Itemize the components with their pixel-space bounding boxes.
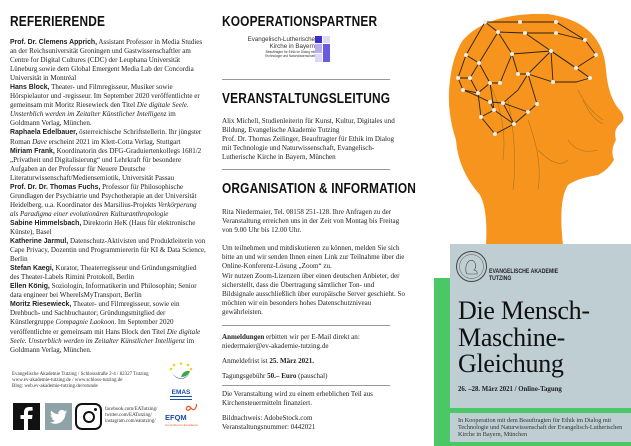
- privacy-info: Wir nutzen Zoom-Lizenzen über einen deutschen Anbieter, der sicherstellt, dass die Übertragung sämtlicher Ton- und Bildsignale ausschließlich über europäische Server geschieht. So möchten wir ein besonders hohes Datenschutzniveau gewährleisten.: [222, 271, 405, 316]
- speaker-name: Sabine Himmelsbach,: [10, 219, 82, 227]
- kooperation-heading: KOOPERATIONSPARTNER: [222, 14, 378, 30]
- efqm-logo: [165, 404, 205, 432]
- speaker-entry: [10, 183, 206, 219]
- speaker-name: Ellen König,: [10, 283, 50, 291]
- project-title: Verkörperung als Paradigma einer evolutionären Kulturanthropologie: [10, 200, 197, 218]
- blog-link[interactable]: Blog: web.ev-akademie-tutzing.de/rotunde: [12, 384, 98, 390]
- title-line: Maschine-: [458, 322, 566, 352]
- referierende-column: [10, 0, 206, 354]
- speaker-bio: Professor für Philosophische Grundlagen der Psychiatrie und Psychotherapie an der Universität Heidelberg, u.a. Koordinator des Marsilius-Projekts: [10, 182, 197, 209]
- contact-info: Rita Niedermaier, Tel. 08158 251-128. Ihre Anfragen zu der Veranstaltung erreichen uns in der Zeit von Montag bis Freitag von 9.00 Uhr bis 12.00 Uhr.: [222, 208, 400, 235]
- speaker-entry: [10, 83, 206, 128]
- social-links: [105, 407, 157, 426]
- speaker-bio: österreichische Schriftstellerin. Ihr jüngster Roman: [10, 128, 202, 146]
- fee-amount: 50.– Euro: [267, 371, 297, 380]
- event-title: [458, 298, 590, 378]
- speaker-entry: [10, 264, 206, 282]
- akademie-name: [489, 268, 558, 282]
- leiter-entry: Alix Michell, Studienleiterin für Kunst, Kultur, Digitales und Bildung, Evangelische Akademie Tutzing: [222, 117, 395, 135]
- leitung-heading: VERANSTALTUNGSLEITUNG: [222, 91, 391, 107]
- cooperation-note: In Kooperation mit dem Beauftragten für Ethik im Dialog mit Technologie und Naturwissenschaft der Evangelisch-Lutherischen Kirche in Bayern, München: [458, 417, 623, 439]
- leitung-text: [222, 117, 402, 162]
- zoom-info: Um teilnehmen und mitdiskutieren zu können, melden Sie sich bitte an und wir senden Ihnen einen Link zur Teilnahme über die Online-Konferenz-Lösung „Zoom“ zu.: [222, 244, 405, 271]
- speaker-name: Moritz Riesewieck,: [10, 301, 72, 309]
- speaker-entry: [10, 147, 206, 183]
- speaker-name: Prof. Dr. Dr. Thomas Fuchs,: [10, 183, 101, 191]
- head-illustration: [428, 0, 631, 245]
- speaker-name: Raphaela Edelbauer,: [10, 129, 78, 137]
- leiter-entry: Prof. Dr. Thomas Zeilinger, Beauftragter für Ethik im Dialog mit Technologie und Naturwissenschaft, Evangelisch-Lutherische Kirche in Bayern, München: [222, 135, 394, 162]
- efqm-label: EFQM: [165, 413, 187, 422]
- deadline-date: 25. März 2021.: [269, 356, 314, 365]
- elkb-logo: [222, 35, 422, 75]
- efqm-subtitle: Committed to Excellence: [165, 423, 199, 427]
- elkb-logo-icon: [315, 36, 331, 62]
- anmeldung-label: Anmeldungen: [222, 332, 265, 341]
- speaker-entry: [10, 282, 206, 300]
- speaker-entry: [10, 38, 206, 83]
- speaker-bio: . Im September 2020 veröffentlichte er gemeinsam mit Hans Block den Titel: [10, 318, 174, 336]
- speaker-name: Miriam Frank,: [10, 147, 55, 155]
- instagram-icon[interactable]: [75, 403, 102, 430]
- title-line: Gleichung: [458, 349, 564, 378]
- speaker-entry: [10, 219, 206, 237]
- book-title: Dave: [32, 137, 47, 146]
- logo-text: Kirche in Bayern: [269, 43, 315, 50]
- referierende-heading: REFERIERENDE: [10, 14, 106, 30]
- divider: [222, 325, 390, 326]
- twitter-link[interactable]: twitter.com/EATutzing/: [105, 413, 152, 419]
- divider: [222, 169, 390, 170]
- organisation-text: [222, 208, 407, 317]
- email-link[interactable]: niedermaier@ev-akademie-tutzing.de: [222, 341, 329, 350]
- speaker-bio: Soziologin, Informatikerin und Philosophin; Senior data engineer bei WhereIsMyTransport, Berlin: [10, 282, 197, 300]
- speaker-name: Stefan Kaegi,: [10, 265, 54, 273]
- deadline-label: Anmeldefrist ist: [222, 356, 270, 365]
- speaker-bio: Kurator, Theaterregisseur und Gründungsmitglied des Theater-Labels Rimini Protokoll, Berlin: [10, 264, 197, 282]
- speaker-entry: [10, 300, 206, 354]
- divider: [222, 79, 390, 80]
- speaker-entry: [10, 237, 206, 264]
- akademie-seal-icon: [456, 251, 487, 282]
- logo-subtext: Technologie und Naturwissenschaft: [264, 54, 315, 58]
- speaker-bio: Theater- und Filmregisseur, Musiker sowie Hörspielautor und -regisseur. Im September 2020 veröffentlichte er gemeinsam mit Moritz Riesewieck den Titel: [10, 83, 200, 110]
- speaker-bio: Direktorin HeK (Haus für elektronische Künste), Basel: [10, 218, 196, 236]
- speaker-entry: [10, 128, 206, 146]
- speaker-bio: Assistant Professor in Media Studies an der Reichsuniversität Groningen und Gastwissenschaftler am Centre for Digital Cultures (CDC) der Leuphana Universität Lüneburg sowie dem Global Emergent Media Lab der Concordia Universität in Montréal: [10, 38, 203, 83]
- organisation-heading: ORGANISATION & INFORMATION: [222, 181, 417, 198]
- speaker-name: Prof. Dr. Clemens Apprich,: [10, 39, 98, 46]
- emas-logo: [166, 362, 196, 396]
- logo-subtext: Beauftragter für Ethik im Dialog mit: [265, 50, 315, 54]
- book-title: Die digitale Seele. Unsterblich werden im Zeitalter Künstlicher Intelligenz: [10, 327, 201, 345]
- speaker-bio: erscheint 2021 im Klett-Cotta Verlag, Stuttgart: [47, 137, 181, 146]
- speaker-bio: Koordinatorin des DFG-Graduiertenkollegs 1681/2 „Privatheit und Digitalisierung“ und Lehrkraft für besondere Aufgaben an der Professur für Neuere Deutsche Literaturwissenschaft/Mediensemiotik, Universität Passau: [10, 146, 202, 182]
- footer-address: [12, 372, 162, 391]
- fee-suffix: (pauschal): [296, 371, 328, 380]
- title-line: Die Mensch-: [458, 296, 590, 325]
- event-date: 26. –28. März 2021 / Online-Tagung: [458, 386, 562, 393]
- image-credit: Bildnachweis: AdobeStock.com: [222, 414, 313, 423]
- funding-text: Die Veranstaltung wird zu einem erheblichen Teil aus Kirchensteuermitteln finanziert.: [222, 389, 373, 407]
- speaker-name: Katherine Jarmul,: [10, 238, 69, 246]
- book-title: Die digitale Seele. Unsterblich werden im Zeitalter Künstlicher Intelligenz: [10, 101, 189, 119]
- funding-info: [222, 390, 407, 432]
- akademie-line: TUTZING: [489, 275, 512, 282]
- speaker-bio: im Goldmann Verlag, München.: [10, 336, 195, 354]
- efqm-infinity-icon: [184, 404, 198, 412]
- divider: [222, 385, 390, 386]
- website-links[interactable]: www.ev-akademie-tutzing.de / www.schloss-tutzing.de: [12, 378, 123, 384]
- speaker-list: [10, 38, 206, 354]
- facebook-icon[interactable]: [13, 403, 40, 430]
- logo-text: Evangelisch-Lutherische: [247, 36, 315, 43]
- info-column: [222, 0, 422, 432]
- event-number: Veranstaltungsnummer: 0442021: [222, 423, 316, 432]
- anmeldung-text: erbitten wir per E-Mail direkt an:: [264, 332, 360, 341]
- registration-info: [222, 333, 407, 381]
- fee-label: Tagungsgebühr: [222, 371, 268, 380]
- emas-stars-icon: [166, 362, 196, 384]
- instagram-link[interactable]: instagram.com/eatutzing/: [105, 419, 156, 425]
- group-name: Compagnie Laokoon: [55, 318, 115, 327]
- facebook-link[interactable]: facebook.com/EATutzing/: [105, 407, 158, 412]
- speaker-name: Hans Block,: [10, 84, 50, 92]
- emas-label: EMAS: [171, 389, 191, 396]
- akademie-line: EVANGELISCHE AKADEMIE: [489, 268, 559, 275]
- speaker-bio: im Goldmann Verlag, München.: [10, 110, 176, 128]
- address-line: Evangelische Akademie Tutzing / Schlossstraße 2-4 / 82327 Tutzing: [12, 372, 149, 377]
- head-network-image: [428, 0, 631, 245]
- speaker-bio: Datenschutz-Aktivisten und Produktleiterin von Cape Privacy, Dozentin und Programmiererin für KI & Data Science, Berlin: [10, 237, 206, 264]
- twitter-icon[interactable]: [45, 403, 72, 430]
- speaker-bio: Theater- und Filmregisseur, sowie ein Drehbuch- und Sachbuchautor; Gründungsmitglied der Künstlergruppe: [10, 300, 180, 327]
